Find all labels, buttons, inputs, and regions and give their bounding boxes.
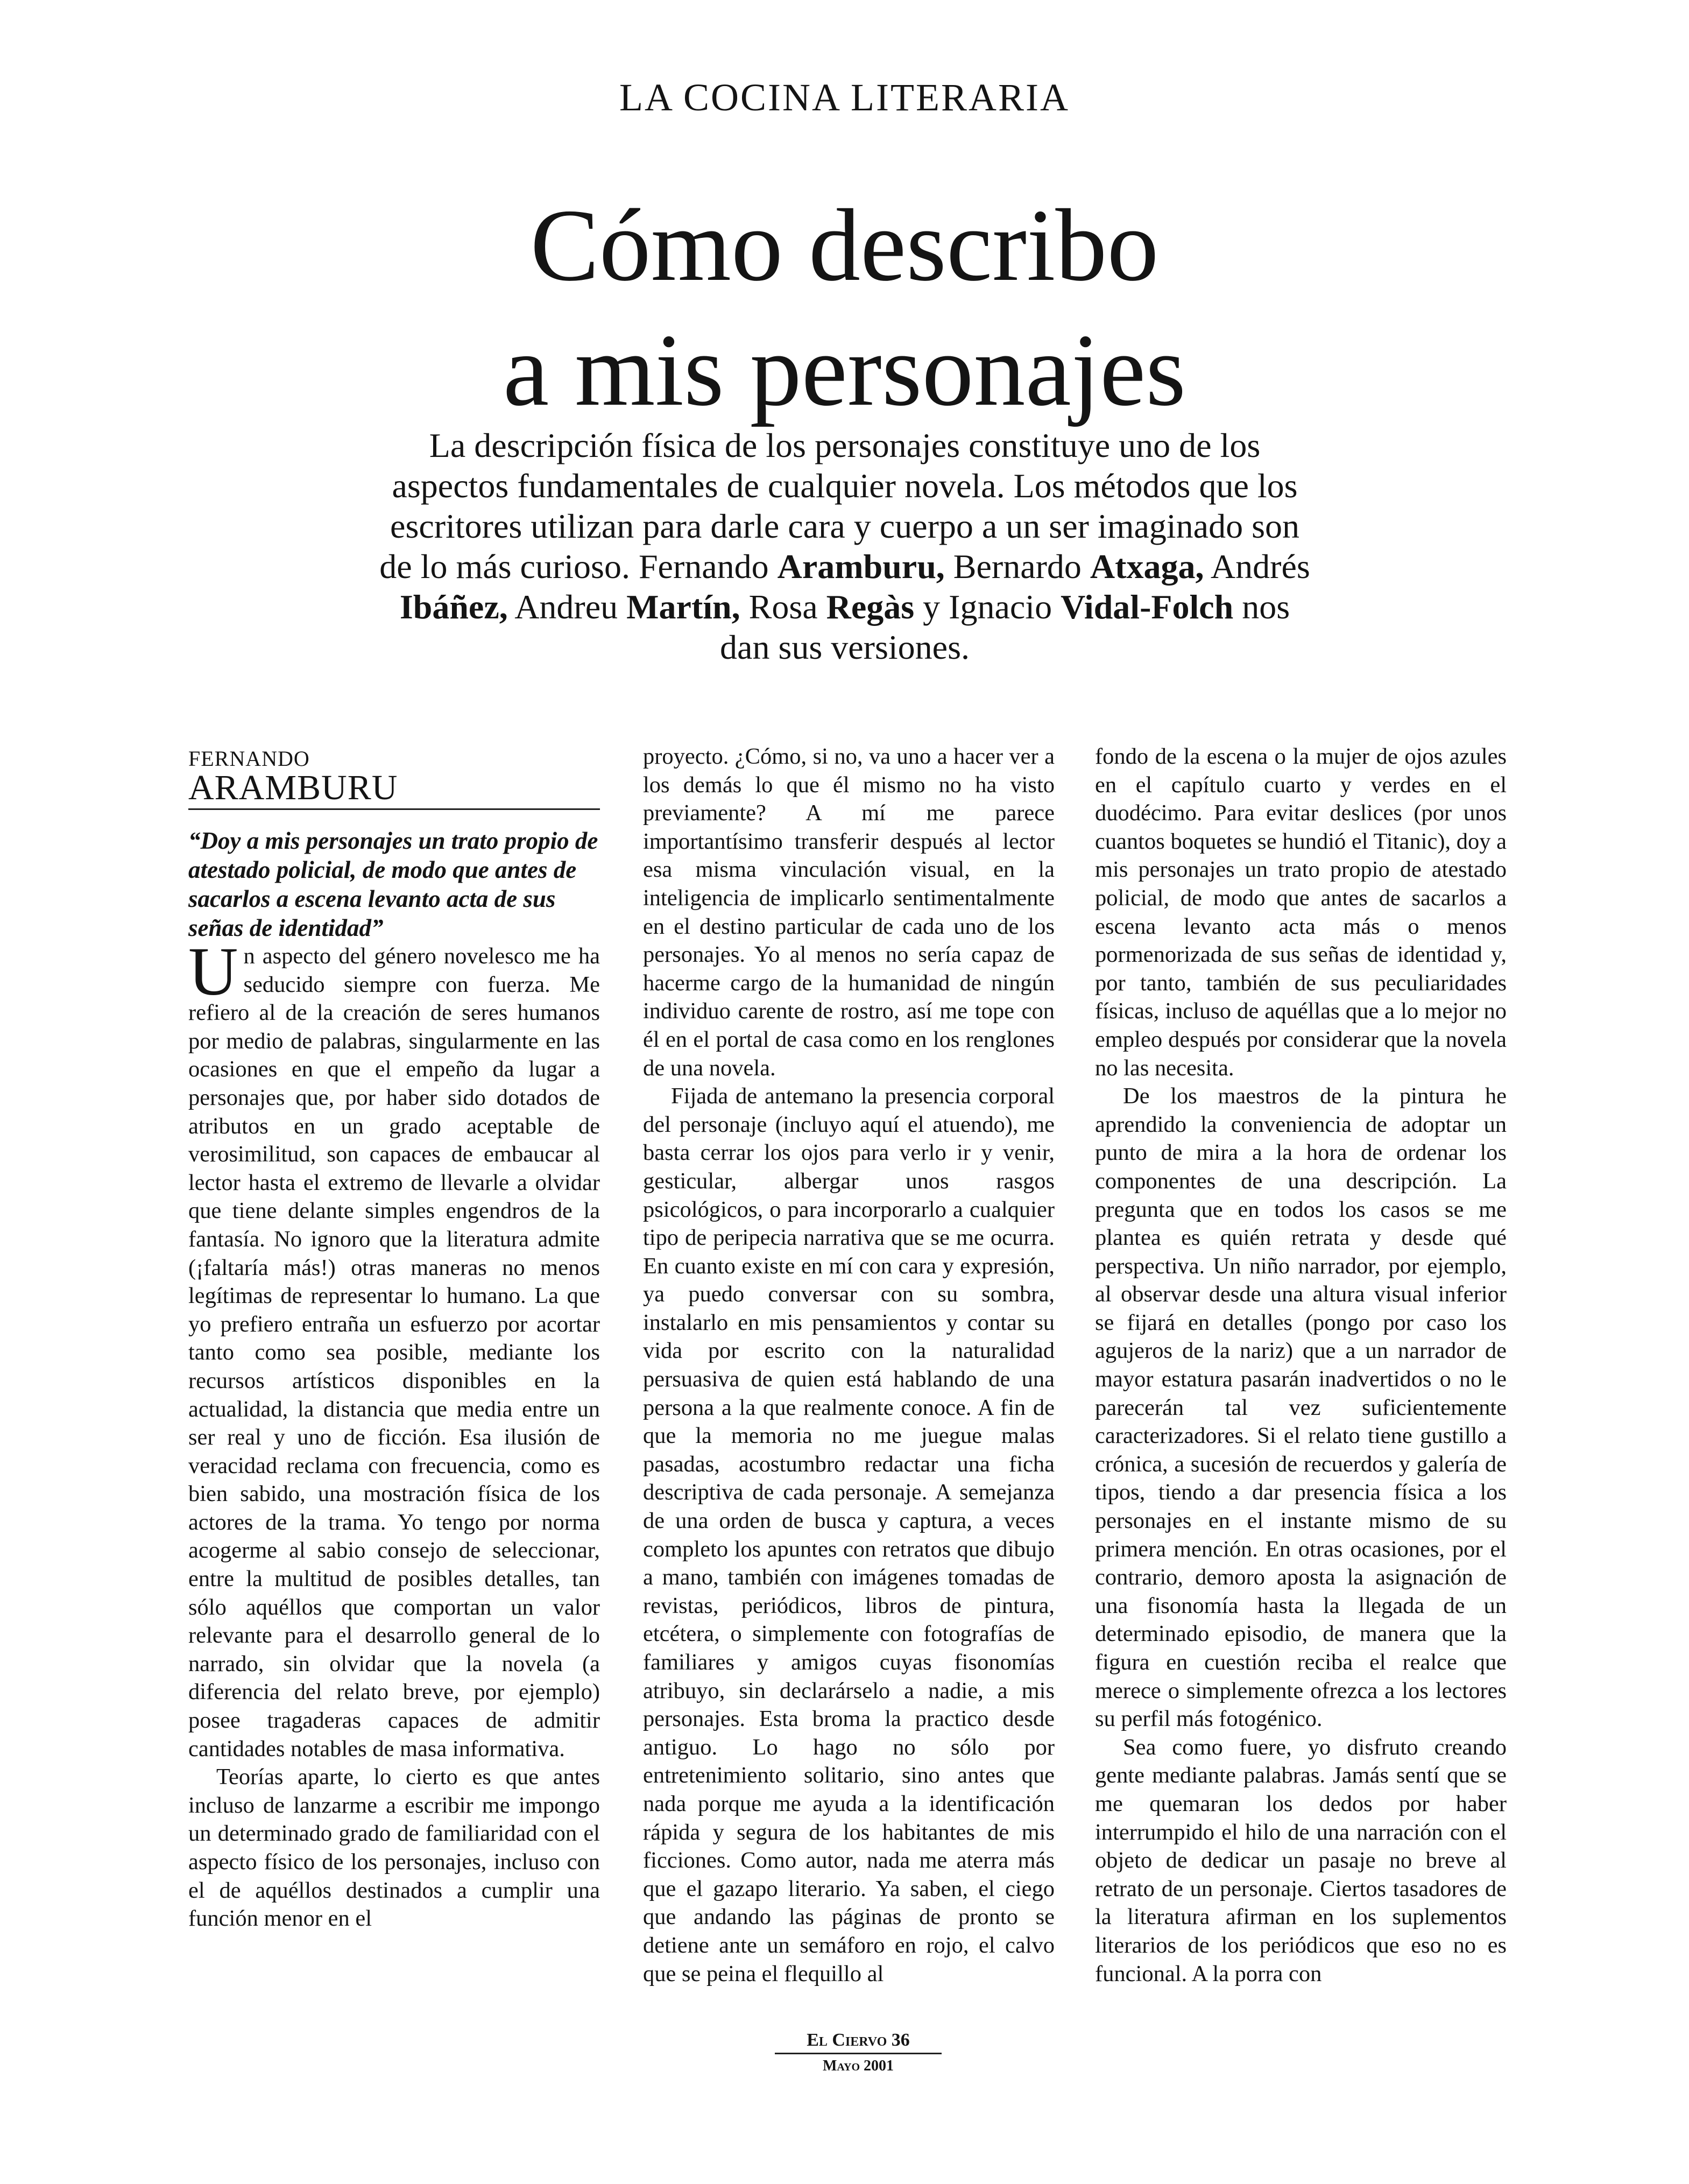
paragraph-text: n aspecto del género novelesco me ha seducido siempre con fuerza. Me refiero al de la creación de seres humanos por medio de palabras, singularmente en las ocasiones en que el empeño da lugar a personajes que, por haber sido dotados de atributos en un grado aceptable de verosimilitud, son capaces de embaucar al lector hasta el extremo de llevarle a olvidar que tiene delante simples engendros de la fantasía. No ignoro que la literatura admite (¡faltaría más!) otras maneras no menos legítimas de representar lo humano. La que yo prefiero entraña un esfuerzo por acortar tanto como sea posible, mediante los recursos artísticos disponibles en la actualidad, la distancia que media entre un ser real y uno de ficción. Esa ilusión de veracidad reclama con frecuencia, como es bien sabido, una mostración física de los actores de la trama. Yo tengo por norma acogerme al sabio consejo de seleccionar, entre la multitud de posibles detalles, tan sólo aquéllos que comportan un valor relevante para el desarrollo general de lo narrado, sin olvidar que la novela (a diferencia del relato breve, por ejemplo) posee tragaderas capaces de admitir cantidades notables de masa informativa.	[188, 943, 600, 1762]
body-paragraph: Fijada de antemano la presencia corporal del personaje (incluyo aquí el atuendo), me basta cerrar los ojos para verlo ir y venir, gesticular, albergar unos rasgos psicológicos, o para incorporarlo a cualquier tipo de peripecia narrativa que se me ocurra. En cuanto existe en mí con cara y expresión, ya puedo conversar con su sombra, instalarlo en mis pensamientos y contar su vida por escrito con la naturalidad persuasiva de quien está hablando de una persona a la que realmente conoce. A fin de que la memoria no me juegue malas pasadas, acostumbro redactar una ficha descriptiva de cada personaje. A semejanza de una orden de busca y captura, a veces completo los apuntes con retratos que dibujo a mano, también con imágenes tomadas de revistas, periódicos, libros de pintura, etcétera, o simplemente con fotografías de familiares y amigos cuyas fisonomías atribuyo, sin declarárselo a nadie, a mis personajes. Esta broma la practico desde antiguo. Lo hago no sólo por entretenimiento solitario, sino antes que nada porque me ayuda a la identificación rápida y segura de los habitantes de mis ficciones. Como autor, nada me aterra más que el gazapo literario. Ya saben, el ciego que andando las páginas de pronto se detiene ante un semáforo en rojo, el calvo que se peina el flequillo al	[643, 1083, 1055, 1986]
body-paragraph: proyecto. ¿Cómo, si no, va uno a hacer ver a los demás lo que él mismo no ha visto previamente? A mí me parece importantísimo transferir después al lector esa misma vinculación visual, en la inteligencia de implicarlo sentimentalmente en el destino particular de cada uno de los personajes. Yo al menos no sería capaz de hacerme cargo de la humanidad de ningún individuo carente de rostro, así me tope con él en el portal de casa como en los renglones de una novela.	[643, 744, 1055, 1081]
article-column-2	[643, 743, 1055, 1988]
pull-quote: “Doy a mis personajes un trato propio de atestado policial, de modo que antes de sacarlos a escena levanto acta de sus señas de identidad”	[188, 827, 598, 941]
intro-text: Andreu	[507, 588, 627, 626]
author-name: Atxaga,	[1090, 547, 1204, 586]
body-paragraph: De los maestros de la pintura he aprendido la conveniencia de adoptar un punto de mira a la hora de ordenar los componentes de una descripción. La pregunta que en todos los casos se me plantea es quién retrata y desde qué perspectiva. Un niño narrador, por ejemplo, al observar desde una altura visual inferior se fijará en detalles (pongo por caso los agujeros de la nariz) que a un narrador de mayor estatura pasarán inadvertidos o no le parecerán tal vez suficientemente caracterizadores. Si el relato tiene gustillo a crónica, a sucesión de recuerdos y galería de tipos, tiendo a dar presencia física a los personajes en el instante mismo de su primera mención. En otras ocasiones, por el contrario, demoro aposta la asignación de una fisonomía hasta la llegada de un determinado episodio, de manera que la figura en cuestión reciba el realce que merece o simplemente ofrezca a los lectores su perfil más fotogénico.	[1095, 1083, 1507, 1732]
title-line-2: a mis personajes	[503, 313, 1186, 427]
body-paragraph	[188, 933, 600, 1763]
intro-text: Andrés	[1204, 547, 1310, 586]
author-name: Aramburu,	[777, 547, 945, 586]
title-line-1: Cómo describo	[530, 188, 1159, 302]
article-column-3	[1095, 743, 1507, 1988]
article-column-1	[188, 747, 600, 1933]
intro-paragraph	[377, 425, 1313, 667]
author-first-name: FERNANDO	[188, 746, 310, 771]
body-paragraph: Teorías aparte, lo cierto es que antes incluso de lanzarme a escribir me impongo un determinado grado de familiaridad con el aspecto físico de los personajes, incluso con el de aquéllos destinados a cumplir una función menor en el	[188, 1764, 600, 1932]
intro-text: Rosa	[740, 588, 826, 626]
section-title: LA COCINA LITERARIA	[619, 76, 1070, 119]
drop-cap: U	[188, 933, 238, 1010]
intro-text: nos dan sus versiones.	[720, 588, 1290, 666]
author-rule	[188, 808, 600, 810]
intro-text: Bernardo	[944, 547, 1090, 586]
page-title	[0, 183, 1689, 433]
author-name: Ibáñez,	[399, 588, 508, 626]
publication-date: Mayo 2001	[822, 2058, 894, 2074]
intro-text: La descripción física de los personajes constituye uno de los aspectos fundamentales de cualquier novela. Los métodos que los escritores utilizan para darle cara y cuerpo a un ser imaginado son de lo más curioso. Fernando	[379, 426, 1299, 586]
author-name: Vidal-Folch	[1061, 588, 1234, 626]
intro-text: y Ignacio	[914, 588, 1061, 626]
author-name: Martín,	[626, 588, 740, 626]
footer-rule	[775, 2053, 942, 2054]
page-footer	[775, 2029, 942, 2076]
body-paragraph: Sea como fuere, yo disfruto creando gente mediante palabras. Jamás sentí que se me quemaran los dedos por haber interrumpido el hilo de una narración con el objeto de dedicar un pasaje no breve al retrato de un personaje. Ciertos tasadores de la literatura afirman en los suplementos literarios de los periódicos que eso no es funcional. A la porra con	[1095, 1734, 1507, 1986]
body-paragraph: fondo de la escena o la mujer de ojos azules en el capítulo cuarto y verdes en el duodécimo. Para evitar deslices (por unos cuantos boquetes se hundió el Titanic), doy a mis personajes un trato propio de atestado policial, de modo que antes de sacarlos a escena levanto acta más o menos pormenorizada de sus señas de identidad y, por tanto, también de sus peculiaridades físicas, incluso de aquéllas que a lo mejor no empleo después por considerar que la novela no las necesita.	[1095, 744, 1507, 1081]
publication-name: El Ciervo 36	[807, 2030, 910, 2050]
author-name: Regàs	[826, 588, 915, 626]
author-last-name: ARAMBURU	[188, 768, 398, 807]
